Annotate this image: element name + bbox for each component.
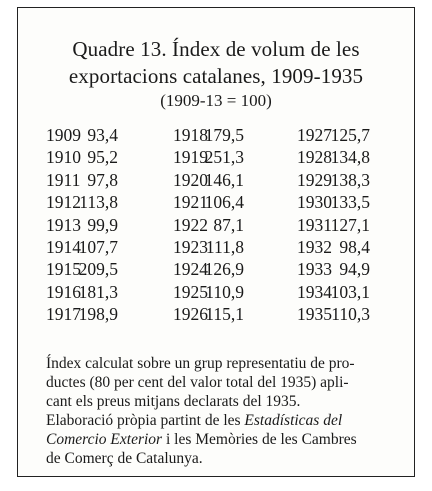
year-cell: 1927 (297, 125, 332, 145)
source-text: Elaboració pròpia partint de les (46, 412, 245, 429)
year-cell: 1912 (46, 192, 81, 213)
index-value-cell: 198,9 (78, 304, 118, 325)
table-frame (17, 7, 415, 477)
index-value-cell: 126,9 (204, 259, 244, 280)
footnote-line: cant els preus mitjans declarats del 1935. (46, 393, 301, 410)
table-title-continued: exportacions catalanes, 1909-1935 (68, 64, 364, 88)
year-cell: 1911 (46, 169, 81, 190)
footnote-line: ductes (80 per cent del valor total del 1935) apli- (46, 374, 349, 391)
source-title: Comercio Exterior (46, 431, 163, 448)
index-value-cell: 87,1 (213, 214, 244, 235)
index-value-cell: 97,8 (87, 169, 118, 190)
year-cell: 1917 (46, 304, 81, 325)
index-value-cell: 113,8 (79, 192, 118, 213)
index-value-cell: 95,2 (87, 147, 118, 168)
source-line (46, 430, 418, 449)
index-value-cell: 111,8 (205, 237, 244, 257)
source-line (46, 411, 418, 430)
year-cell: 1931 (297, 214, 332, 235)
index-value-cell: 127,1 (330, 214, 370, 235)
index-value-cell: 99,9 (87, 214, 118, 235)
index-value-cell: 209,5 (78, 259, 118, 280)
year-cell: 1934 (297, 281, 332, 302)
year-cell: 1914 (46, 237, 81, 257)
year-cell: 1926 (173, 304, 208, 325)
index-value-cell: 179,5 (204, 125, 244, 145)
index-value-cell: 106,4 (204, 192, 244, 213)
base-period-note: (1909-13 = 100) (160, 91, 272, 110)
source-text: i les Memòries de les Cambres (162, 431, 357, 448)
year-cell: 1929 (297, 169, 332, 190)
footnote-line: Índex calculat sobre un grup representatiu de pro- (46, 355, 355, 372)
year-cell: 1924 (173, 259, 208, 280)
year-cell: 1919 (173, 147, 208, 168)
year-cell: 1921 (173, 192, 208, 213)
index-value-cell: 107,7 (78, 237, 118, 257)
index-value-cell: 134,8 (330, 147, 370, 168)
index-value-cell: 181,3 (78, 281, 118, 302)
year-cell: 1922 (173, 214, 208, 235)
year-cell: 1928 (297, 147, 332, 168)
source-title: Estadísticas del (244, 412, 343, 429)
index-value-cell: 103,1 (330, 281, 370, 302)
index-value-cell: 98,4 (339, 237, 370, 257)
year-cell: 1910 (46, 147, 81, 168)
year-cell: 1915 (46, 259, 81, 280)
year-cell: 1913 (46, 214, 81, 235)
index-value-cell: 251,3 (204, 147, 244, 168)
index-value-cell: 125,7 (330, 125, 370, 145)
year-cell: 1918 (173, 125, 208, 145)
year-cell: 1932 (297, 237, 332, 257)
year-cell: 1916 (46, 281, 81, 302)
source-line: de Comerç de Catalunya. (46, 450, 203, 467)
index-value-cell: 115,1 (205, 304, 244, 325)
year-cell: 1923 (173, 237, 208, 257)
year-cell: 1930 (297, 192, 332, 213)
index-value-cell: 110,3 (331, 304, 370, 325)
year-cell: 1920 (173, 169, 208, 190)
year-cell: 1933 (297, 259, 332, 280)
index-value-cell: 138,3 (330, 169, 370, 190)
index-value-cell: 93,4 (87, 125, 118, 145)
year-cell: 1935 (297, 304, 332, 325)
index-value-cell: 133,5 (330, 192, 370, 213)
year-cell: 1909 (46, 125, 81, 145)
index-value-cell: 94,9 (339, 259, 370, 280)
index-value-cell: 110,9 (205, 281, 244, 302)
table-title: Quadre 13. Índex de volum de les (72, 37, 360, 61)
year-cell: 1925 (173, 281, 208, 302)
index-value-cell: 146,1 (204, 169, 244, 190)
